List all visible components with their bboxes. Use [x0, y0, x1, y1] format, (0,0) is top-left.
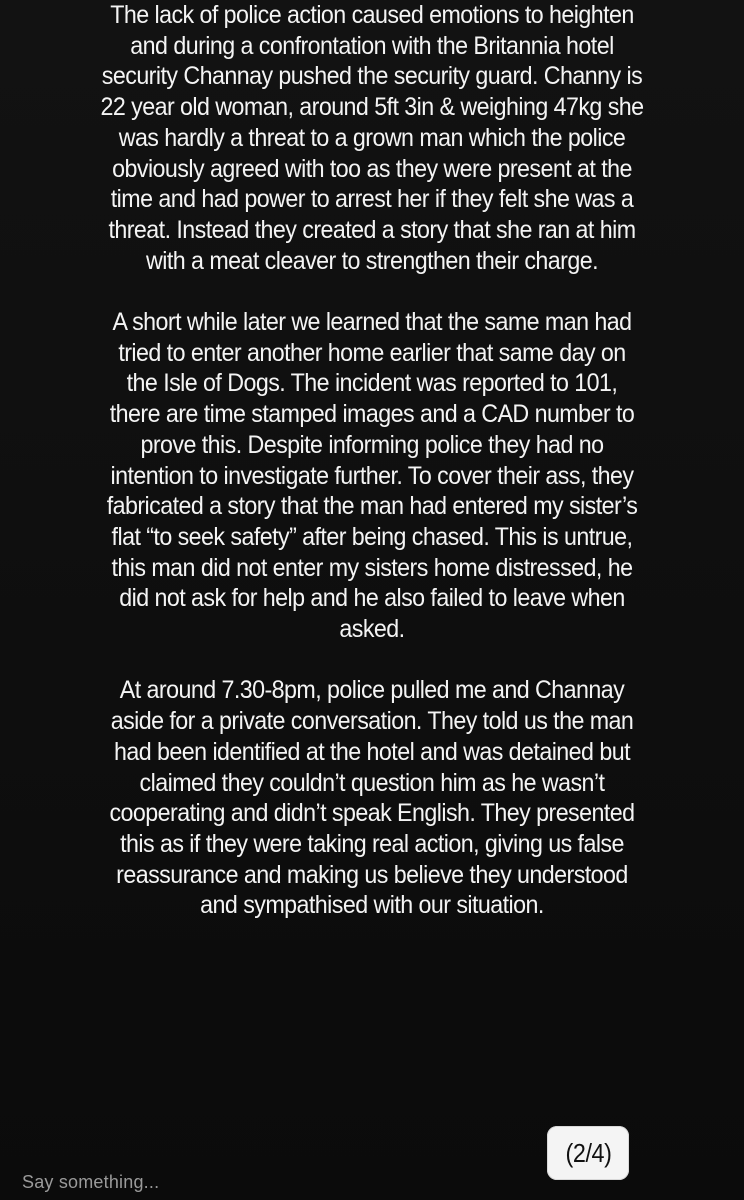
text-line: prove this. Despite informing police they had no: [140, 430, 604, 459]
text-line: and during a confrontation with the Britannia hotel: [130, 31, 614, 60]
story-paragraph-2: [78, 307, 666, 645]
text-line: fabricated a story that the man had entered my sister’s: [106, 492, 638, 521]
text-line: intention to investigate further. To cover their ass, they: [110, 461, 634, 490]
text-line: time and had power to arrest her if they felt she was a: [110, 185, 634, 214]
text-line: there are time stamped images and a CAD number to: [109, 400, 635, 429]
text-line: reassurance and making us believe they understood: [116, 860, 628, 889]
text-line: with a meat cleaver to strengthen their charge.: [146, 246, 598, 275]
story-paragraph-1: [78, 0, 666, 276]
text-line: threat. Instead they created a story that she ran at him: [108, 215, 636, 244]
page-indicator-label: (2/4): [565, 1137, 611, 1168]
story-paragraph-3: [78, 675, 666, 921]
text-line: claimed they couldn’t question him as he wasn’t: [139, 768, 605, 797]
text-line: obviously agreed with too as they were present at the: [112, 154, 632, 183]
reply-bar: [0, 1160, 744, 1200]
text-line: asked.: [339, 615, 405, 644]
text-line: aside for a private conversation. They told us the man: [110, 707, 634, 736]
text-line: had been identified at the hotel and was detained but: [114, 737, 630, 766]
text-line: tried to enter another home earlier that same day on: [118, 338, 626, 367]
text-line: cooperating and didn’t speak English. They presented: [109, 799, 635, 828]
text-line: At around 7.30-8pm, police pulled me and Channay: [119, 676, 625, 705]
text-line: A short while later we learned that the same man had: [112, 308, 632, 337]
text-line: the Isle of Dogs. The incident was reported to 101,: [126, 369, 618, 398]
text-line: and sympathised with our situation.: [200, 891, 544, 920]
reply-input[interactable]: Say something...: [22, 1172, 160, 1192]
text-line: The lack of police action caused emotions to heighten: [110, 1, 634, 29]
paragraph-spacer: [78, 645, 666, 676]
text-line: did not ask for help and he also failed to leave when: [119, 584, 625, 613]
text-line: 22 year old woman, around 5ft 3in & weighing 47kg she: [100, 93, 644, 122]
text-line: this as if they were taking real action, giving us false: [120, 829, 624, 858]
paragraph-spacer: [78, 276, 666, 307]
text-line: this man did not enter my sisters home distressed, he: [111, 553, 633, 582]
text-line: security Channay pushed the security guard. Channy is: [101, 62, 643, 91]
text-line: was hardly a threat to a grown man which the police: [118, 123, 626, 152]
text-line: flat “to seek safety” after being chased. This is untrue,: [111, 522, 633, 551]
story-text-block: [78, 0, 666, 921]
